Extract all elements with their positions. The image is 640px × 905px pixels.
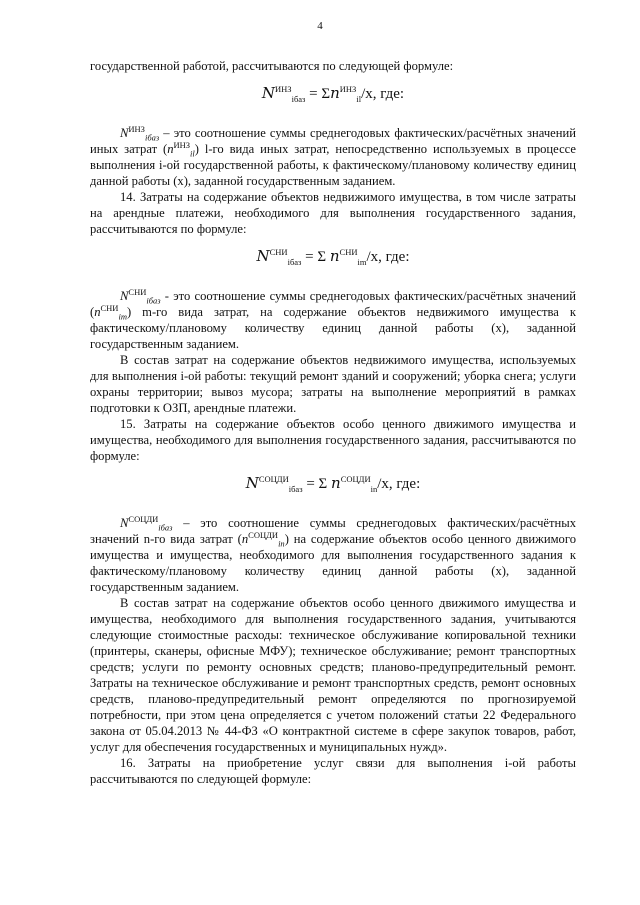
- def-sni-sym-sub: iбаз: [146, 295, 161, 306]
- formula-socdi-lhs-sup: СОЦДИ: [258, 474, 289, 484]
- formula-sni-lhs-sub: iбаз: [287, 257, 302, 267]
- def-sni-n-sup: СНИ: [100, 302, 119, 313]
- formula-socdi: [90, 473, 576, 494]
- def-socdi-n-symbol: [241, 529, 285, 549]
- def-sni-n-sub: im: [118, 311, 127, 322]
- def-inz-sym: N: [120, 126, 129, 140]
- def-socdi-n-sup: СОЦДИ: [248, 529, 279, 540]
- formula-inz-term-sub: il: [356, 94, 362, 104]
- def-sni-symbol: [120, 286, 161, 306]
- formula-inz-term: n: [330, 84, 340, 102]
- def-sni-text1: - это соотношение суммы среднегодовых фактических/расчётных значений (: [90, 289, 576, 319]
- def-socdi-n-sub: in: [278, 538, 285, 549]
- def-inz-n-symbol: [167, 139, 195, 159]
- formula-socdi-sum: = Σ: [306, 476, 328, 492]
- def-inz-sym-sub: iбаз: [144, 132, 160, 143]
- formula-inz-term-sup: ИНЗ: [339, 84, 357, 94]
- formula-sni-term: n: [329, 247, 340, 265]
- def-socdi-text1: – это соотношение суммы среднегодовых фактических/расчётных значений n-го вида затрат (: [90, 516, 576, 546]
- formula-socdi-tail: /x, где:: [377, 476, 421, 492]
- def-inz-n-sup: ИНЗ: [173, 139, 191, 150]
- definition-sni: [90, 288, 576, 352]
- definition-inz: [90, 125, 576, 189]
- formula-sni-lhs: N: [256, 247, 270, 265]
- item-15: 15. Затраты на содержание объектов особо ценного движимого имущества и имущества, необходимого для выполнения государственного задания, рассчитываются по формуле:: [90, 417, 576, 463]
- def-socdi-sym-sub: iбаз: [158, 522, 173, 533]
- formula-sni: [90, 246, 576, 267]
- def-inz-symbol: [120, 123, 160, 143]
- def-socdi-symbol: [120, 513, 173, 533]
- intro-line: государственной работой, рассчитываются по следующей формуле:: [90, 59, 454, 73]
- def-inz-sym-sup: ИНЗ: [128, 123, 145, 134]
- formula-inz-sum: = Σ: [309, 86, 331, 102]
- def-inz-n-sub: il: [190, 148, 195, 159]
- formula-inz-lhs-sup: ИНЗ: [275, 84, 292, 94]
- def-inz-n: n: [167, 142, 174, 156]
- item-14: 14. Затраты на содержание объектов недвижимого имущества, в том числе затраты на арендные платежи, необходимого для выполнения государственного задания, рассчитываются по формуле:: [90, 190, 576, 236]
- formula-inz-lhs-sub: iбаз: [291, 94, 306, 104]
- formula-socdi-term: n: [331, 474, 341, 492]
- def-socdi-sym: N: [120, 516, 129, 530]
- formula-socdi-term-sup: СОЦДИ: [340, 474, 371, 484]
- def-socdi-n: n: [241, 532, 249, 546]
- formula-sni-lhs-sup: СНИ: [269, 247, 288, 257]
- def-sni-text2: ) m-го вида затрат, на содержание объектов недвижимого имущества к фактическому/плановому количеству единиц данной работы (x), заданной государственным заданием.: [90, 305, 576, 351]
- document-body: [90, 58, 576, 787]
- formula-inz-lhs: N: [261, 84, 276, 102]
- def-sni-sym: N: [120, 289, 129, 303]
- item-16: 16. Затраты на приобретение услуг связи для выполнения i-ой работы рассчитываются по следующей формуле:: [90, 756, 576, 786]
- formula-sni-tail: /x, где:: [366, 249, 410, 265]
- def-socdi-sym-sup: СОЦДИ: [128, 513, 159, 524]
- formula-inz: [90, 83, 576, 104]
- def-inz-text1: – это соотношение суммы среднегодовых фактических/расчётных значений иных затрат (: [90, 126, 576, 156]
- definition-socdi: [90, 515, 576, 595]
- def-socdi-text2: ) на содержание объектов особо ценного движимого имущества и имущества, необходимого для выполнения государственного задания к фактическому/плановому количеству единиц данной работы (x), заданной государственным заданием.: [90, 532, 576, 594]
- formula-sni-term-sup: СНИ: [339, 247, 358, 257]
- def-sni-sym-sup: СНИ: [128, 286, 147, 297]
- formula-socdi-lhs-sub: iбаз: [288, 484, 303, 494]
- formula-sni-term-sub: im: [357, 257, 367, 267]
- formula-sni-sum: = Σ: [305, 249, 327, 265]
- formula-inz-tail: /x, где:: [361, 86, 405, 102]
- para-sni-composition: В состав затрат на содержание объектов недвижимого имущества, используемых для выполнения i-ой работы: текущий ремонт зданий и сооружений; уборка снега; услуги охраны территории; вывоз мусора; затраты на выполнение мероприятий в рамках подготовки к ОЗП, арендные платежи.: [90, 353, 576, 415]
- def-sni-n-symbol: [94, 302, 127, 322]
- page-number: 4: [317, 20, 323, 32]
- formula-socdi-term-sub: in: [370, 484, 378, 494]
- def-inz-text2: ) l-го вида иных затрат, непосредственно используемых в процессе выполнения i-ой государственной работы, к фактическому/плановому количеству единиц данной работы (x), заданной государственным заданием.: [90, 142, 576, 188]
- para-socdi-composition: В состав затрат на содержание объектов особо ценного движимого имущества и имущества, необходимого для выполнения государственного задания, учитываются следующие стоимостные расходы: техническое обслуживание копировальной техники (принтеры, сканеры, офисные МФУ); техническое обслуживание; ремонт транспортных средств; услуги по ремонту основных средств; планово-предупредительный ремонт. Затраты на техническое обслуживание и ремонт транспортных средств, ремонт основных средств, планово-предупредительный ремонт определяются по прогнозируемой потребности, при этом цена определяется с учетом положений статьи 22 Федерального закона от 05.04.2013 № 44-ФЗ «О контрактной системе в сфере закупок товаров, работ, услуг для обеспечения государственных и муниципальных нужд».: [90, 596, 576, 754]
- formula-socdi-lhs: N: [245, 474, 259, 492]
- def-sni-n: n: [94, 305, 101, 319]
